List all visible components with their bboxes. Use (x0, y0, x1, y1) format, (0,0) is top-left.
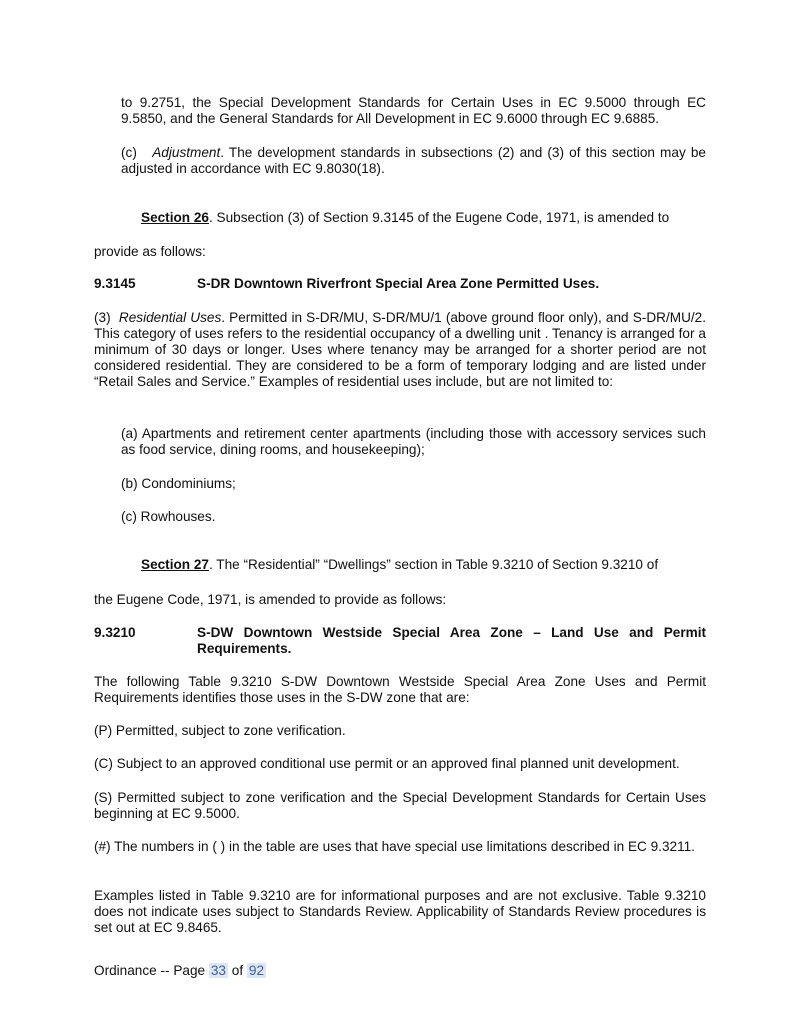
section-27-continuation: the Eugene Code, 1971, is amended to provide as follows: (94, 592, 447, 607)
section-27-text: . The “Residential” “Dwellings” section in Table 9.3210 of Section 9.3210 of (209, 557, 659, 572)
section-26-heading (141, 210, 706, 226)
residential-label: Residential Uses (118, 310, 222, 325)
page-footer (94, 963, 266, 979)
section-26-label: Section 26 (141, 210, 209, 225)
residential-text: . Permitted in S-DR/MU, S-DR/MU/1 (above ground floor only), and S-DR/MU/2. This category of uses refers to the residential occupancy of a dwelling unit . Tenancy is arranged for a minimum of 30 days or longer. Uses where tenancy may be arranged for a shorter period are not considered residential. They are considered to be a form of temporary lodging and are listed under “Retail Sales and Service.” Examples of residential uses include, but are not limited to: (94, 310, 707, 389)
section-26-continuation: provide as follows: (94, 244, 206, 259)
list-item: (a) Apartments and retirement center apartments (including those with accessory services such as food service, dining rooms, and housekeeping); (121, 426, 706, 457)
residential-marker: (3) (94, 310, 111, 325)
intro-paragraph: The following Table 9.3210 S-DW Downtown Westside Special Area Zone Uses and Permit Requirements identifies those uses in the S-DW zone that are: (94, 674, 706, 705)
code-heading-9-3145 (94, 276, 706, 292)
heading-title: S-DW Downtown Westside Special Area Zone – Land Use and Permit Requirements. (197, 625, 706, 656)
adjustment-marker: (c) (121, 145, 137, 160)
footer-prefix: Ordinance -- Page (94, 963, 206, 978)
residential-uses-paragraph (94, 310, 706, 390)
page-total: 92 (248, 963, 265, 978)
section-26-text: . Subsection (3) of Section 9.3145 of the Eugene Code, 1971, is amended to (209, 210, 670, 225)
adjustment-text: . The development standards in subsections (2) and (3) of this section may be adjusted in accordance with EC 9.8030(18). (121, 145, 706, 176)
permit-definition-p: (P) Permitted, subject to zone verification. (94, 723, 346, 738)
heading-number: 9.3145 (94, 276, 136, 291)
list-item: (c) Rowhouses. (121, 509, 216, 524)
heading-number: 9.3210 (94, 625, 136, 640)
examples-paragraph: Examples listed in Table 9.3210 are for informational purposes and are not exclusive. Table 9.3210 does not indicate uses subject to Standards Review. Applicability of Standards Review procedures is set out at EC 9.8465. (94, 888, 706, 935)
adjustment-label: Adjustment (152, 145, 221, 160)
section-27-heading (141, 557, 706, 573)
page-number: 33 (210, 963, 226, 978)
list-item: (b) Condominiums; (121, 476, 236, 491)
heading-title: S-DR Downtown Riverfront Special Area Zone Permitted Uses. (197, 276, 600, 291)
footer-of: of (231, 963, 244, 978)
section-27-label: Section 27 (141, 557, 209, 572)
code-heading-9-3210 (94, 625, 706, 657)
permit-definition-number: (#) The numbers in ( ) in the table are uses that have special use limitations described in EC 9.3211. (94, 839, 695, 854)
permit-definition-s: (S) Permitted subject to zone verification and the Special Development Standards for Certain Uses beginning at EC 9.5000. (94, 790, 706, 821)
continuation-paragraph: to 9.2751, the Special Development Standards for Certain Uses in EC 9.5000 through EC 9.5850, and the General Standards for All Development in EC 9.6000 through EC 9.6885. (121, 95, 706, 126)
adjustment-paragraph (121, 145, 706, 177)
permit-definition-c: (C) Subject to an approved conditional use permit or an approved final planned unit development. (94, 756, 680, 771)
